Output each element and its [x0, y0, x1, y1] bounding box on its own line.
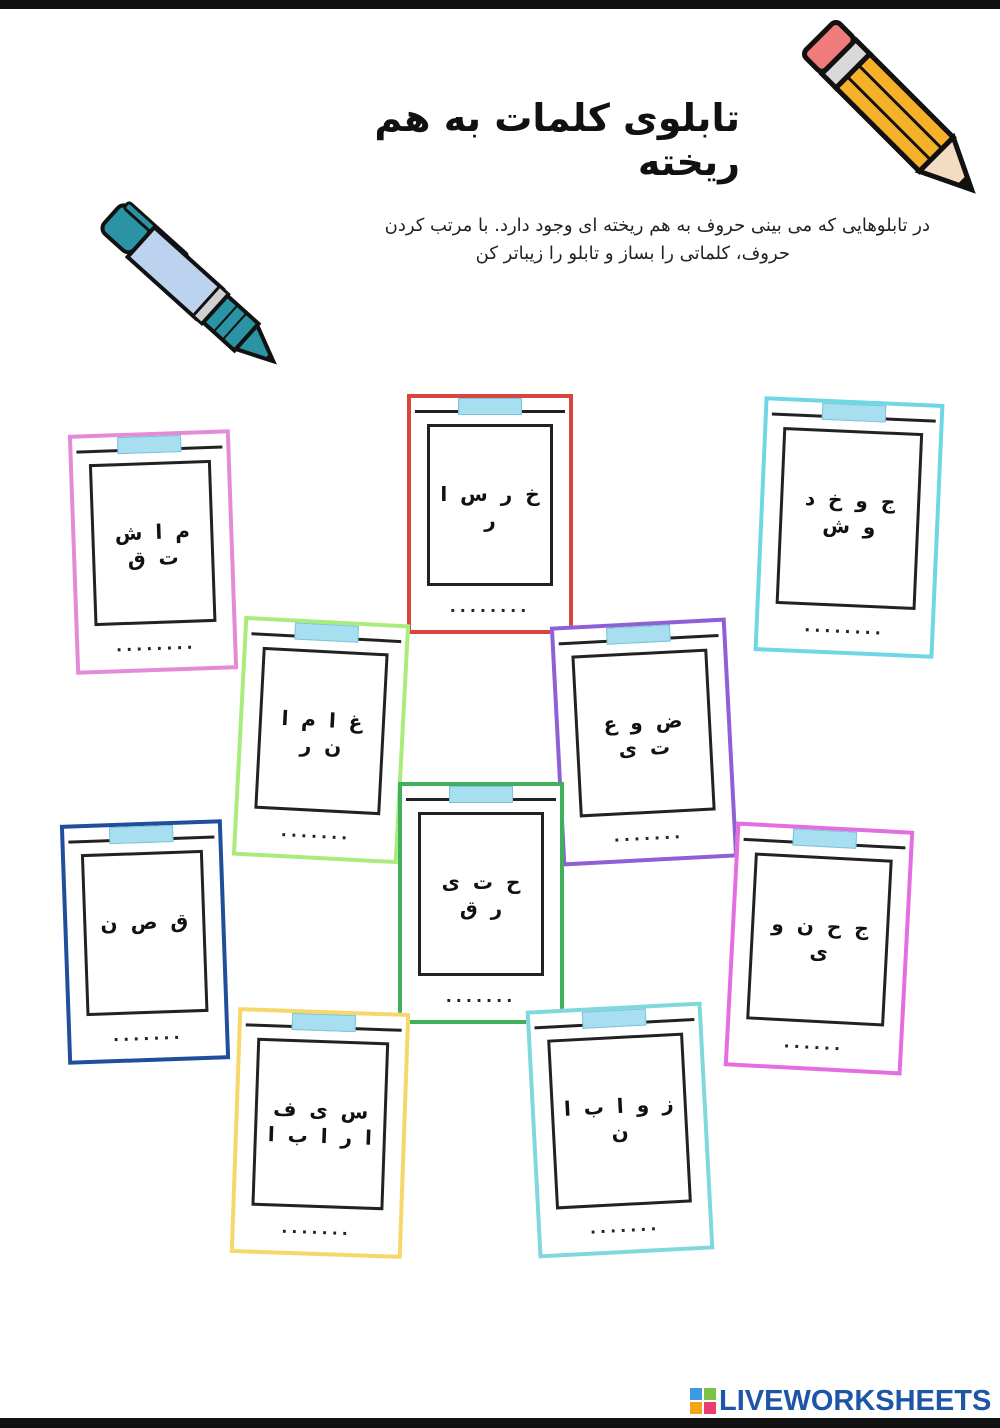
card-tape — [582, 1008, 647, 1028]
card-tape — [292, 1013, 357, 1032]
card-frame — [81, 850, 209, 1016]
card-tape — [458, 398, 522, 415]
card-frame — [254, 647, 388, 815]
scrambled-letters: ح ت ی ر ق — [441, 870, 521, 920]
card-purple — [550, 618, 738, 867]
card-frame — [251, 1038, 389, 1211]
card-tape — [117, 435, 182, 454]
scrambled-letters: ز و ا ب ا ن — [563, 1091, 675, 1145]
answer-blank[interactable]: ........ — [449, 597, 531, 616]
card-frame — [746, 853, 893, 1027]
answer-blank[interactable]: ....... — [445, 987, 517, 1006]
answer-blank[interactable]: ........ — [115, 633, 197, 656]
scrambled-letters: م ا ش ت ق — [114, 518, 191, 571]
card-cyan — [754, 396, 945, 659]
answer-blank[interactable]: ...... — [783, 1032, 845, 1055]
scrambled-letters: غ ا م ا ن ر — [281, 705, 364, 760]
card-magenta — [724, 822, 915, 1076]
liveworksheets-logo — [690, 1386, 991, 1416]
card-tape — [109, 825, 174, 844]
card-tape — [792, 828, 857, 848]
instructions — [270, 212, 930, 268]
card-frame — [418, 812, 544, 976]
scrambled-letters: ض و ع ت ی — [602, 707, 683, 762]
card-frame — [89, 460, 217, 626]
answer-blank[interactable]: ....... — [280, 821, 352, 844]
card-pink — [68, 429, 238, 675]
card-tape — [606, 624, 671, 644]
card-green — [398, 782, 564, 1024]
instructions-line-2: حروف، کلماتی را بساز و تابلو را زیباتر کن — [475, 243, 790, 264]
answer-blank[interactable]: ....... — [281, 1217, 353, 1240]
scrambled-letters: ج ح ن و ی — [771, 911, 870, 965]
card-teal — [526, 1002, 715, 1259]
card-frame — [776, 427, 924, 610]
logo-mark-icon — [690, 1388, 716, 1414]
logo-text: LIVEWORKSHEETS — [719, 1384, 992, 1417]
scrambled-letters: ج و خ د و ش — [804, 486, 896, 540]
answer-blank[interactable]: ....... — [589, 1215, 661, 1238]
bottom-border — [0, 1418, 1000, 1428]
card-yellow — [230, 1007, 410, 1259]
card-frame — [427, 424, 553, 586]
scrambled-letters: س ی ف ا ر ا ب ا — [267, 1096, 373, 1150]
card-red — [407, 394, 573, 634]
card-tape — [449, 786, 513, 803]
instructions-line-1: در تابلوهایی که می بینی حروف به هم ریخته ای وجود دارد. با مرتب کردن — [384, 215, 930, 236]
scrambled-letters: خ ر س ا ر — [440, 482, 540, 532]
pencil-icon — [786, 6, 982, 198]
card-tape — [822, 403, 887, 423]
card-light-green — [232, 616, 410, 864]
scrambled-letters: ق ص ن — [100, 908, 189, 936]
card-frame — [571, 649, 715, 818]
card-frame — [547, 1033, 692, 1210]
answer-blank[interactable]: ....... — [112, 1023, 184, 1046]
card-tape — [294, 622, 359, 642]
answer-blank[interactable]: ....... — [613, 823, 685, 846]
page-title: تابلوی کلمات به هم ریخته — [374, 96, 740, 184]
answer-blank[interactable]: ........ — [803, 616, 886, 639]
card-navy — [60, 819, 230, 1065]
